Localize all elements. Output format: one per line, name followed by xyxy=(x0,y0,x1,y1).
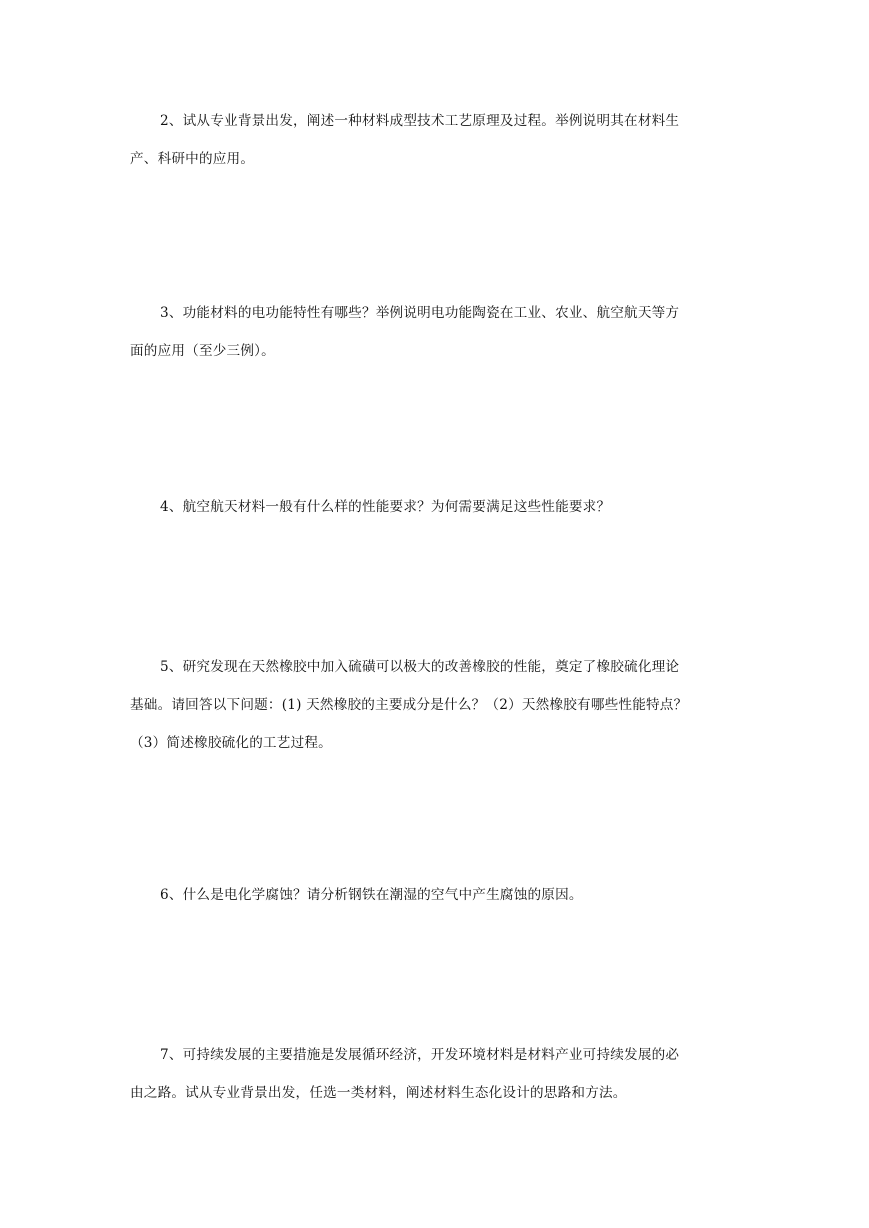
question-text-line: 3、功能材料的电功能特性有哪些？举例说明电功能陶瓷在工业、农业、航空航天等方 xyxy=(160,305,680,321)
question-text-line: 6、什么是电化学腐蚀？请分析钢铁在潮湿的空气中产生腐蚀的原因。 xyxy=(160,887,583,903)
question-4 xyxy=(130,488,744,526)
question-7 xyxy=(130,1036,744,1112)
question-text-line: 面的应用（至少三例）。 xyxy=(130,343,275,359)
question-text-line: 2、试从专业背景出发，阐述一种材料成型技术工艺原理及过程。举例说明其在材料生 xyxy=(160,113,680,129)
question-3 xyxy=(130,294,744,370)
question-6 xyxy=(130,876,744,914)
question-2 xyxy=(130,102,744,178)
question-text-line: 由之路。试从专业背景出发，任选一类材料，阐述材料生态化设计的思路和方法。 xyxy=(130,1085,627,1101)
question-text-line: 4、航空航天材料一般有什么样的性能要求？为何需要满足这些性能要求？ xyxy=(160,499,611,515)
question-text-line: 产、科研中的应用。 xyxy=(130,151,255,167)
question-text-line: 5、研究发现在天然橡胶中加入硫磺可以极大的改善橡胶的性能，奠定了橡胶硫化理论 xyxy=(160,659,680,675)
question-text-line: 基础。请回答以下问题：(1) 天然橡胶的主要成分是什么？（2）天然橡胶有哪些性能特点？ xyxy=(130,697,688,713)
question-text-line: 7、可持续发展的主要措施是发展循环经济，开发环境材料是材料产业可持续发展的必 xyxy=(160,1047,680,1063)
question-5 xyxy=(130,648,744,762)
question-text-line: （3）简述橡胶硫化的工艺过程。 xyxy=(130,735,332,751)
